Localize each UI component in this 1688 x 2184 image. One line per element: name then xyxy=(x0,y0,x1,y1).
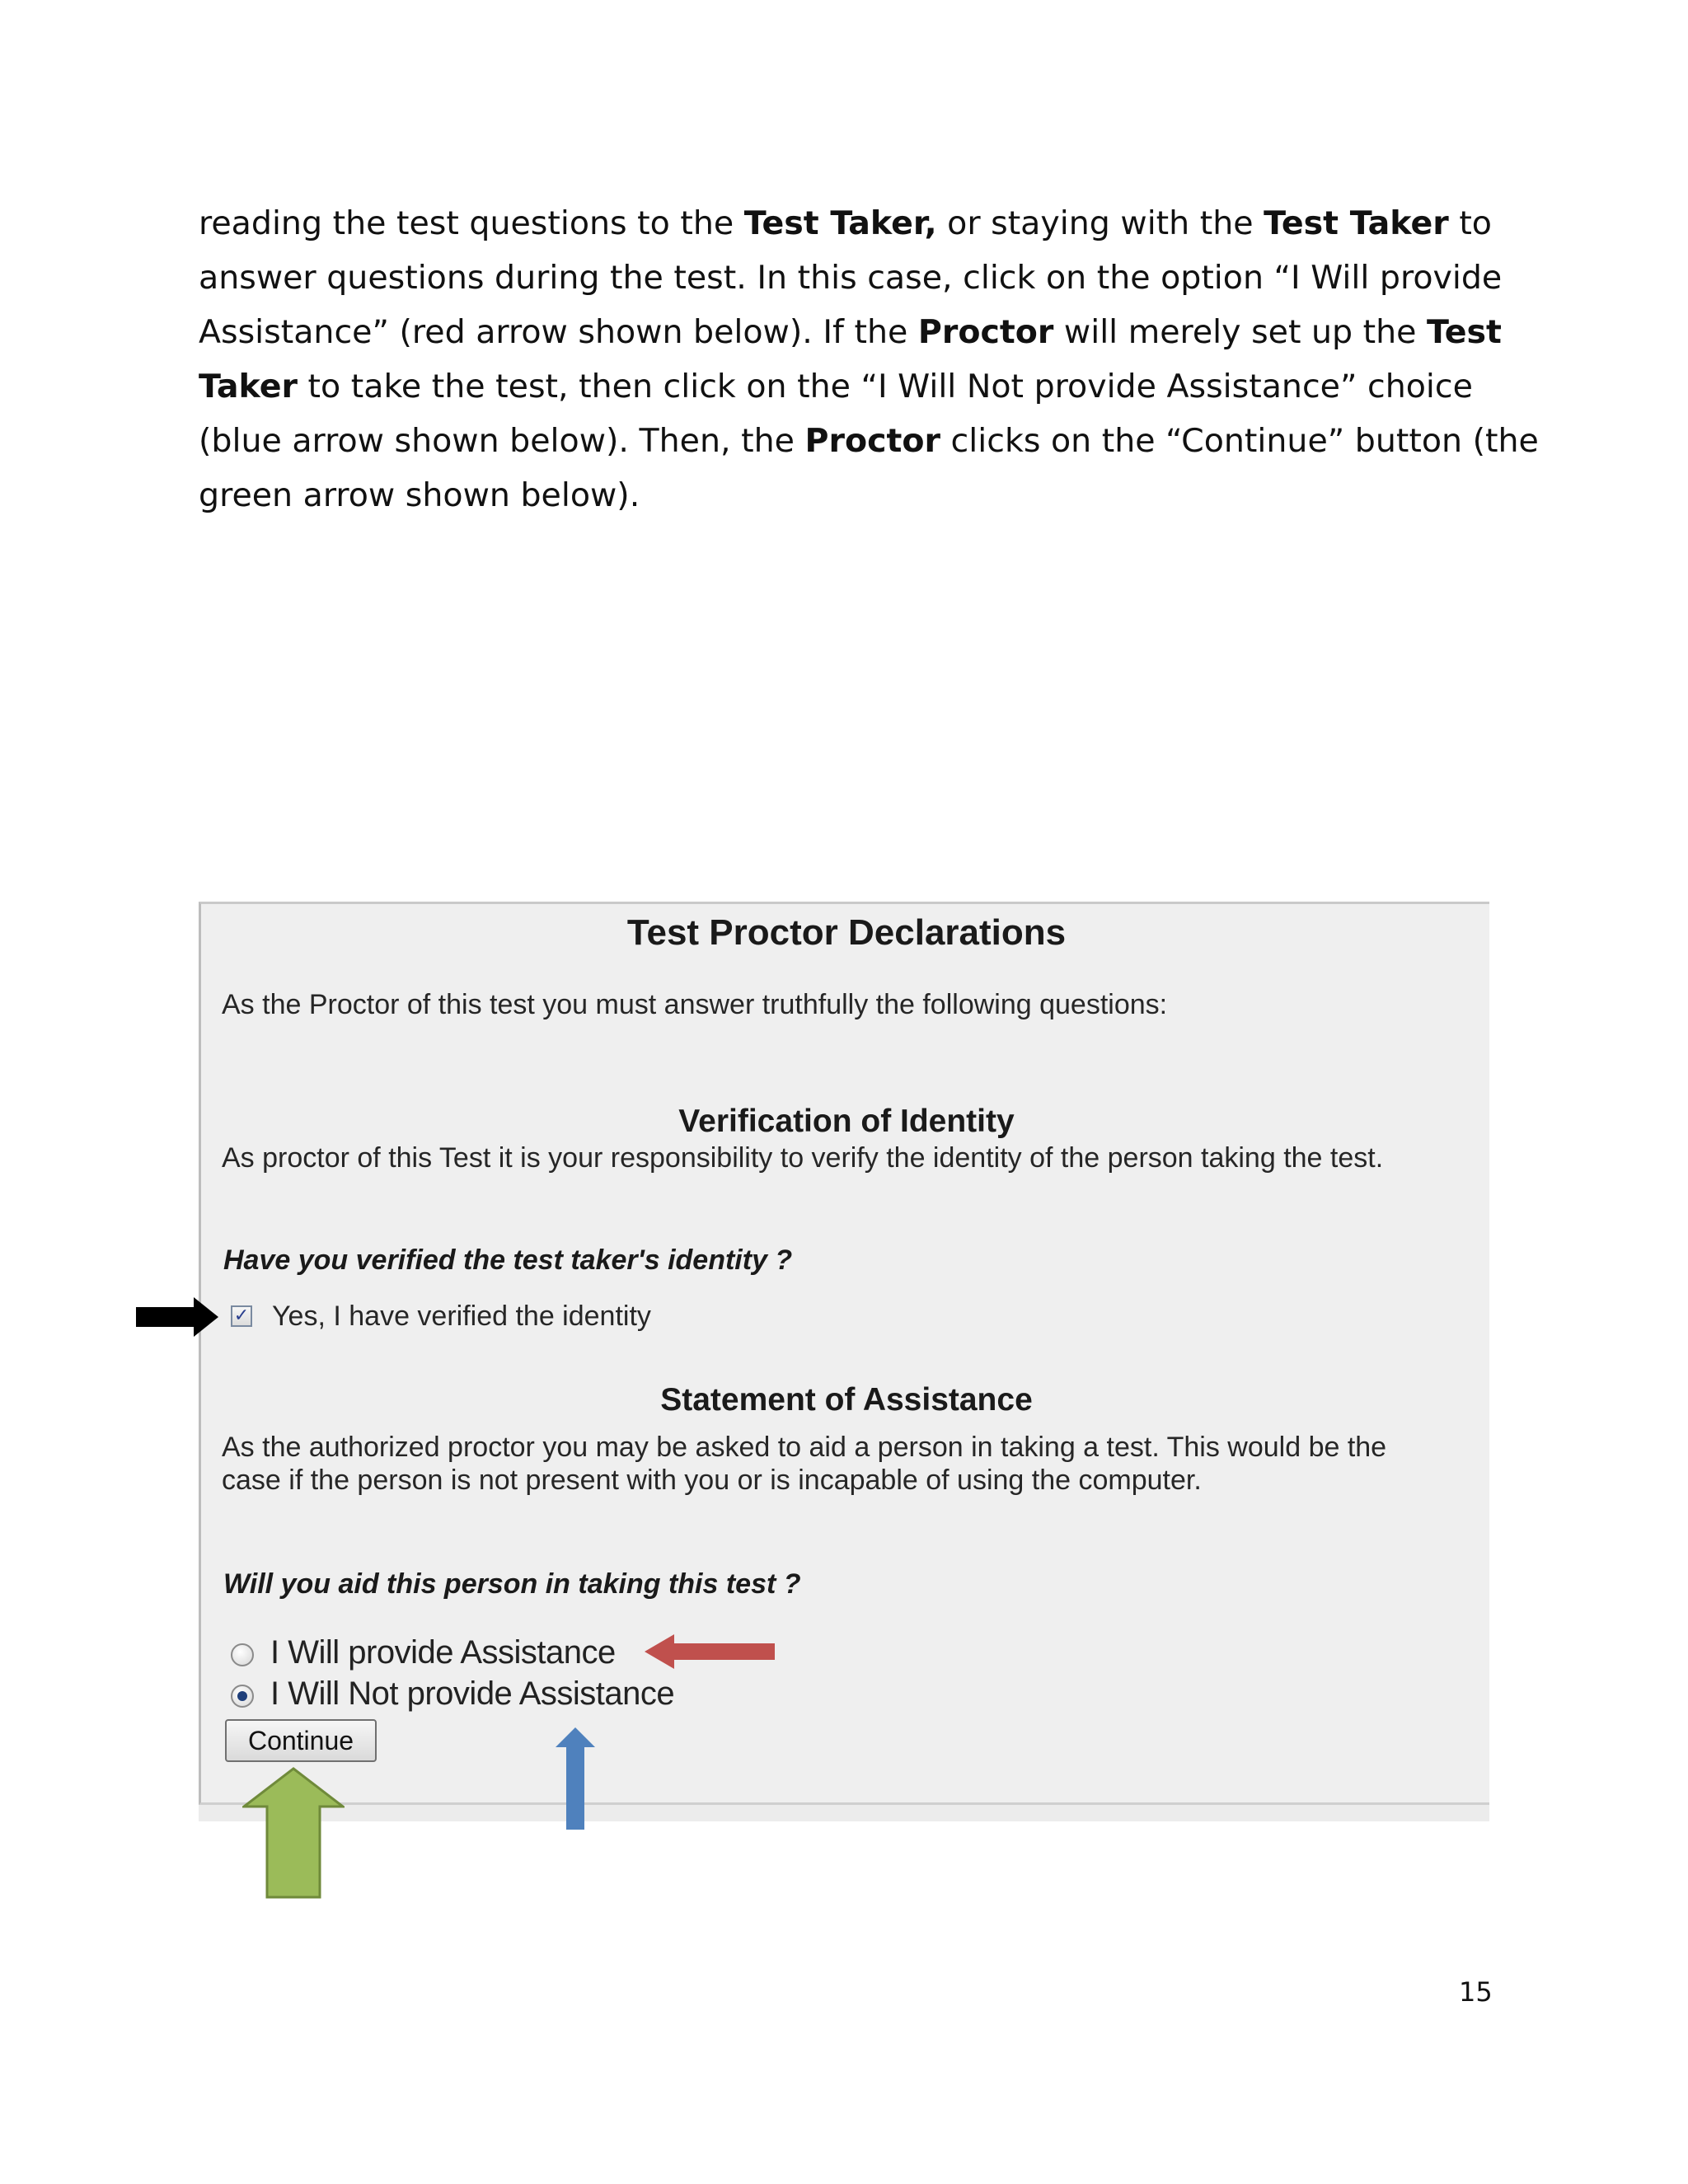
test-proctor-declarations-panel xyxy=(199,902,1489,1805)
text-run: to xyxy=(1448,204,1492,242)
red-arrow-icon xyxy=(645,1634,775,1669)
green-arrow-shape xyxy=(244,1769,343,1897)
paragraph-line xyxy=(199,468,1501,523)
bold-text-run: Proctor xyxy=(804,422,940,460)
paragraph-line xyxy=(199,196,1501,251)
assistance-text-line2: case if the person is not present with you or is incapable of using the computer. xyxy=(222,1465,1202,1496)
black-arrow-shape xyxy=(136,1297,218,1337)
text-run: to take the test, then click on the “I Will Not provide Assistance” choice xyxy=(298,368,1473,405)
bold-text-run: Test Taker, xyxy=(743,204,937,242)
paragraph-line xyxy=(199,359,1501,414)
blue-arrow-icon xyxy=(556,1727,595,1830)
text-run: answer questions during the test. In this case, click on the option “I Will provide xyxy=(199,259,1503,297)
paragraph-line xyxy=(199,305,1501,359)
instruction-paragraph xyxy=(199,196,1539,523)
assistance-heading: Statement of Assistance xyxy=(660,1382,1033,1418)
blue-arrow-shape xyxy=(556,1727,595,1830)
text-run: or staying with the xyxy=(936,204,1264,242)
identity-checkbox-label: Yes, I have verified the identity xyxy=(272,1301,651,1332)
identity-heading: Verification of Identity xyxy=(678,1104,1015,1139)
bold-text-run: Proctor xyxy=(917,313,1054,351)
paragraph-line xyxy=(199,414,1539,468)
panel-title: Test Proctor Declarations xyxy=(626,912,1067,953)
bold-text-run: Taker xyxy=(199,368,298,405)
provide-assistance-label: I Will provide Assistance xyxy=(270,1634,616,1671)
identity-question: Have you verified the test taker's identity ? xyxy=(223,1244,793,1276)
text-run: clicks on the “Continue” button (the xyxy=(940,422,1539,460)
green-arrow-icon xyxy=(242,1767,345,1899)
bold-text-run: Test xyxy=(1427,313,1502,351)
red-arrow-shape xyxy=(645,1634,775,1669)
identity-verified-checkbox[interactable] xyxy=(231,1305,252,1327)
paragraph-line xyxy=(199,251,1501,305)
not-provide-assistance-radio[interactable] xyxy=(231,1685,254,1708)
text-run: (blue arrow shown below). Then, the xyxy=(199,422,805,460)
assistance-question: Will you aid this person in taking this test ? xyxy=(223,1568,801,1600)
intro-text: As the Proctor of this test you must answer truthfully the following questions: xyxy=(222,989,1168,1020)
text-run: will merely set up the xyxy=(1053,313,1428,351)
panel-bottom-strip xyxy=(199,1805,1489,1821)
not-provide-assistance-label: I Will Not provide Assistance xyxy=(270,1675,675,1712)
text-run: green arrow shown below). xyxy=(199,476,640,514)
text-run: Assistance” (red arrow shown below). If the xyxy=(199,313,918,351)
identity-text: As proctor of this Test it is your responsibility to verify the identity of the person taking the test. xyxy=(222,1142,1384,1174)
text-run: reading the test questions to the xyxy=(199,204,744,242)
black-arrow-icon xyxy=(136,1297,218,1337)
bold-text-run: Test Taker xyxy=(1264,204,1449,242)
checkmark-icon: ✓ xyxy=(233,1305,250,1326)
provide-assistance-radio[interactable] xyxy=(231,1643,254,1666)
continue-button[interactable]: Continue xyxy=(225,1719,377,1762)
page-number: 15 xyxy=(1459,1976,1493,2008)
assistance-text-line1: As the authorized proctor you may be asked to aid a person in taking a test. This would be the xyxy=(222,1432,1387,1463)
